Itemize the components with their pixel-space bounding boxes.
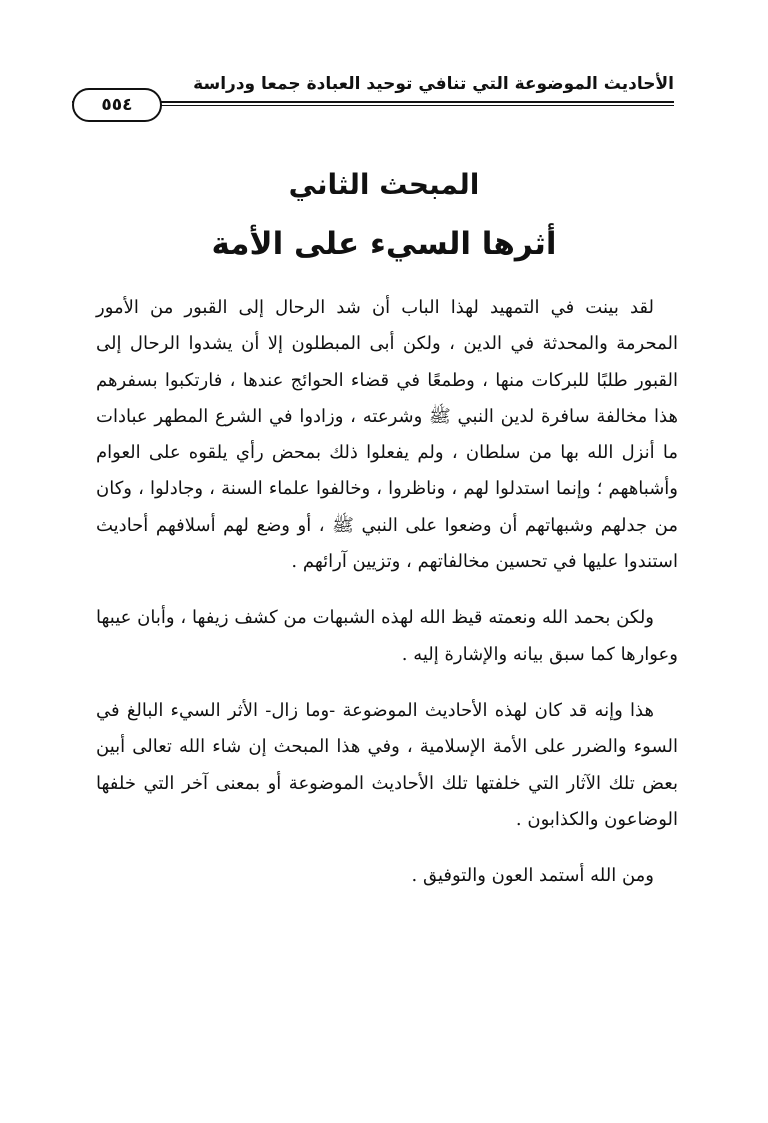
section-title: أثرها السيء على الأمة (211, 226, 557, 262)
paragraph-1: لقد بينت في التمهيد لهذا الباب أن شد الرحال إلى القبور من الأمور المحرمة والمحدثة في الدين ، ولكن أبى المبطلون إلا أن يشدوا الرحال إلى القبور طلبًا للبركات منها ، وطمعًا في قضاء الحوائج عندها ، فارتكبوا بسفرهم هذا مخالفة سافرة لدين النبي ﷺ وشرعته ، وزادوا في الشرع المطهر عبادات ما أنزل الله بها من سلطان ، ولم يفعلوا ذلك بمحض رأي يلقوه على العوام وأشباههم ؛ وإنما استدلوا لهم ، وناظروا ، وخالفوا علماء السنة ، وجادلوا ، وكان من جدلهم وشبهاتهم أن وضعوا على النبي ﷺ ، أو وضع لهم أسلافهم أحاديث استندوا عليها في تحسين مخالفاتهم ، وتزيين آرائهم . (96, 297, 679, 573)
running-header (72, 70, 674, 124)
paragraph-3: هذا وإنه قد كان لهذه الأحاديث الموضوعة -وما زال- الأثر السيء البالغ في السوء والضرر على الأمة الإسلامية ، وفي هذا المبحث إن شاء الله تعالى أبين بعض تلك الآثار التي خلفتها تلك الأحاديث الموضوعة أو بمعنى آخر التي خلفها الوضاعون والكذابون . (96, 699, 678, 830)
paragraph-4: ومن الله أستمد العون والتوفيق . (411, 865, 654, 887)
section-heading: المبحث الثاني (288, 168, 480, 201)
header-rule-thin (160, 105, 674, 106)
body-text (96, 290, 678, 914)
paragraph-2: ولكن بحمد الله ونعمته قيظ الله لهذه الشبهات من كشف زيفها ، وأبان عيبها وعوارها كما سبق بيانه والإشارة إليه . (96, 607, 678, 665)
running-title: الأحاديث الموضوعة التي تنافي توحيد العبادة جمعا ودراسة (193, 74, 674, 94)
page-number: ٥٥٤ (72, 88, 162, 122)
header-rule (72, 101, 674, 103)
